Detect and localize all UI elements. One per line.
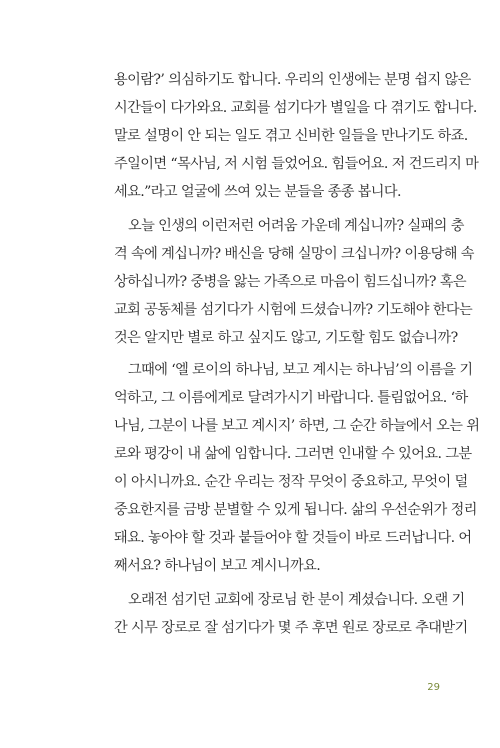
text-line: 격 속에 계십니까? 배신을 당해 실망이 크십니까? 이용당해 속 bbox=[114, 246, 474, 262]
paragraph-first-line: 오래전 섬기던 교회에 장로님 한 분이 계셨습니다. 오랜 기 bbox=[128, 592, 465, 608]
text-line: 용이람?’ 의심하기도 합니다. 우리의 인생에는 분명 쉽지 않은 bbox=[114, 72, 471, 88]
text-line: 시간들이 다가와요. 교회를 섬기다가 별일을 다 겪기도 합니다. bbox=[114, 100, 477, 116]
text-line: 돼요. 놓아야 할 것과 붙들어야 할 것들이 바로 드러납니다. 어 bbox=[114, 530, 472, 546]
text-line: 간 시무 장로로 잘 섬기다가 몇 주 후면 원로 장로로 추대받기 bbox=[114, 620, 468, 636]
text-line: 억하고, 그 이름에게로 달려가시기 바랍니다. 틀림없어요. ‘하 bbox=[114, 390, 468, 406]
text-line: 세요.”라고 얼굴에 쓰여 있는 분들을 종종 봅니다. bbox=[114, 184, 401, 200]
text-line: 주일이면 “목사님, 저 시험 들었어요. 힘들어요. 저 건드리지 마 bbox=[114, 156, 479, 172]
paragraph-first-line: 그때에 ‘엘 로이의 하나님, 보고 계시는 하나님’의 이름을 기 bbox=[128, 362, 473, 378]
text-line: 나님, 그분이 나를 보고 계시지’ 하면, 그 순간 하늘에서 오는 위 bbox=[114, 418, 480, 434]
text-line: 말로 설명이 안 되는 일도 겪고 신비한 일들을 만나기도 하죠. bbox=[114, 128, 468, 144]
text-line: 것은 알지만 별로 하고 싶지도 않고, 기도할 힘도 없습니까? bbox=[114, 330, 458, 346]
text-line: 로와 평강이 내 삶에 임합니다. 그러면 인내할 수 있어요. 그분 bbox=[114, 446, 472, 462]
text-line: 상하십니까? 중병을 앓는 가족으로 마음이 힘드십니까? 혹은 bbox=[114, 274, 466, 290]
text-line: 중요한지를 금방 분별할 수 있게 됩니다. 삶의 우선순위가 정리 bbox=[114, 502, 477, 518]
text-line: 째서요? 하나님이 보고 계시니까요. bbox=[114, 558, 321, 574]
paragraph-first-line: 오늘 인생의 이런저런 어려움 가운데 계십니까? 실패의 충 bbox=[128, 218, 464, 234]
text-line: 교회 공동체를 섬기다가 시험에 드셨습니까? 기도해야 한다는 bbox=[114, 302, 473, 318]
page-number: 29 bbox=[427, 682, 440, 693]
text-line: 이 아시니까요. 순간 우리는 정작 무엇이 중요하고, 무엇이 덜 bbox=[114, 474, 468, 490]
